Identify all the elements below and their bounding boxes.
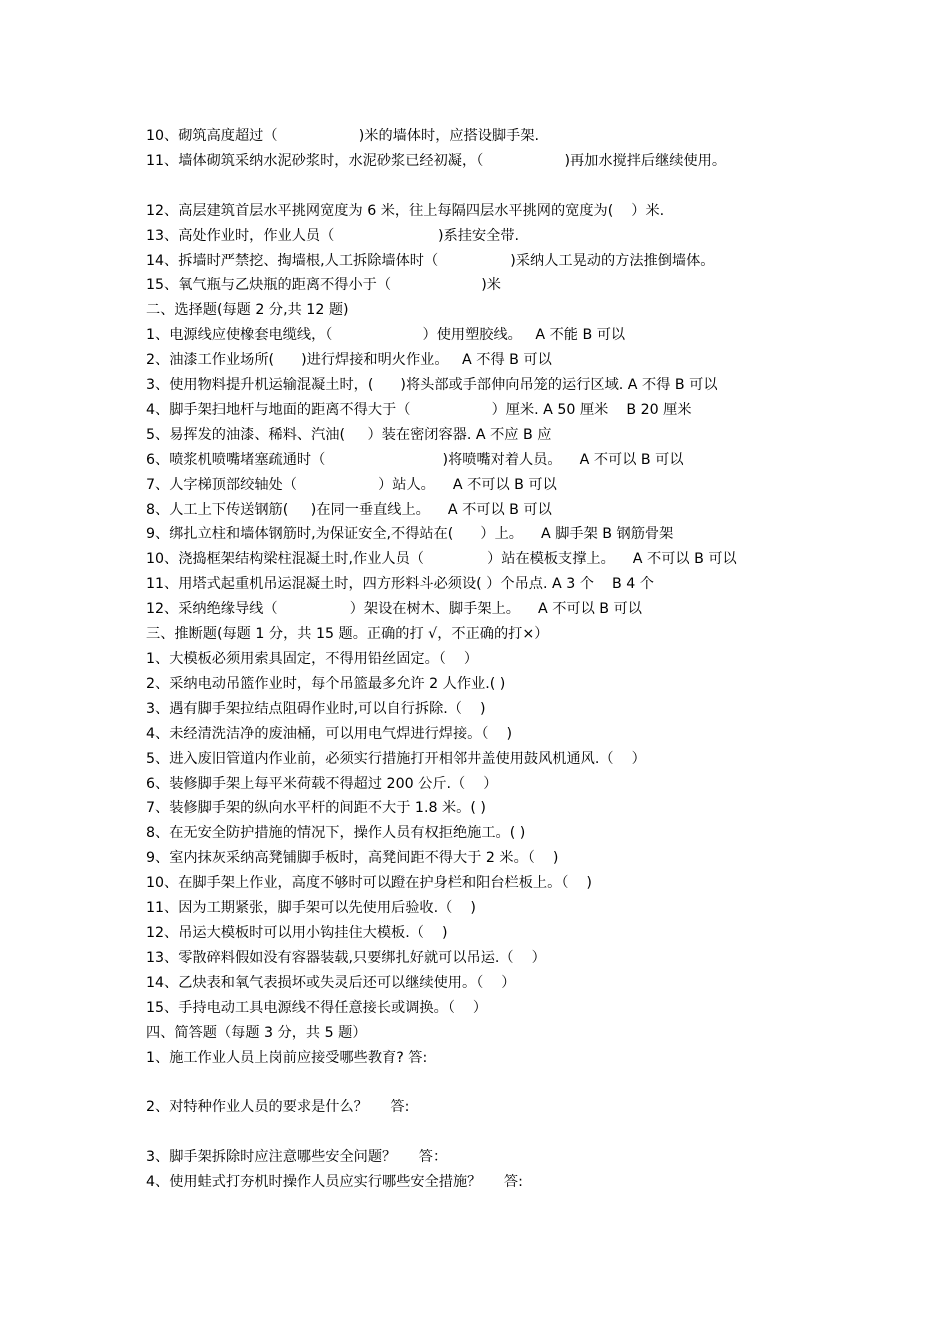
choice-question: 1、电源线应使橡套电缆线，（ ）使用塑胶线。 A 不能 B 可以 (146, 327, 626, 344)
choice-section (146, 298, 826, 622)
fill-in-question: 10、砌筑高度超过（ )米的墙体时，应搭设脚手架. (146, 128, 540, 144)
judge-question: 10、在脚手架上作业，高度不够时可以蹬在护身栏和阳台栏板上。（ ) (146, 875, 592, 892)
choice-question: 7、人字梯顶部绞轴处（ ）站人。 A 不可以 B 可以 (146, 476, 557, 493)
fill-in-question: 15、氧气瓶与乙炔瓶的距离不得小于（ )米 (146, 277, 501, 294)
judge-question: 9、室内抹灰采纳高凳铺脚手板时，高凳间距不得大于 2 米。（ ) (146, 850, 559, 867)
judge-question: 5、进入废旧管道内作业前，必须实行措施打开相邻井盖使用鼓风机通风.（ ） (146, 750, 646, 767)
choice-question: 3、使用物料提升机运输混凝土时，( )将头部或手部伸向吊笼的运行区域. A 不得 B 可以 (146, 377, 718, 394)
judge-question: 14、乙炔表和氧气表损坏或失灵后还可以继续使用。（ ） (146, 974, 516, 991)
choice-question: 2、油漆工作业场所( )进行焊接和明火作业。 A 不得 B 可以 (146, 352, 552, 369)
judge-question: 4、未经清洗洁净的废油桶，可以用电气焊进行焊接。（ ) (146, 725, 513, 742)
judge-question: 7、装修脚手架的纵向水平杆的间距不大于 1.8 米。( ) (146, 800, 486, 817)
judge-question: 3、遇有脚手架拉结点阻碍作业时,可以自行拆除.（ ) (146, 700, 486, 717)
judge-question: 11、因为工期紧张，脚手架可以先使用后验收.（ ) (146, 900, 476, 917)
choice-question: 6、喷浆机喷嘴堵塞疏通时（ )将喷嘴对着人员。 A 不可以 B 可以 (146, 451, 684, 468)
section-heading: 三、推断题(每题 1 分，共 15 题。正确的打 √，不正确的打×） (146, 626, 549, 643)
judge-question: 6、装修脚手架上每平米荷载不得超过 200 公斤.（ ） (146, 775, 498, 792)
short-answer-question: 3、脚手架拆除时应注意哪些安全问题？ 答： (146, 1149, 448, 1166)
judge-question: 8、在无安全防护措施的情况下，操作人员有权拒绝施工。( ) (146, 825, 526, 842)
fill-in-question: 14、拆墙时严禁挖、掏墙根,人工拆除墙体时（ )采纳人工晃动的方法推倒墙体。 (146, 252, 715, 269)
choice-question: 11、用塔式起重机吊运混凝土时，四方形料斗必须设( ）个吊点. A 3 个 B 4 个 (146, 576, 654, 593)
blank-line (146, 174, 826, 199)
judge-question: 13、零散碎料假如没有容器装载,只要绑扎好就可以吊运.（ ） (146, 949, 546, 966)
short-answer-question: 2、对特种作业人员的要求是什么？ 答: (146, 1099, 410, 1116)
choice-question: 12、采纳绝缘导线（ ）架设在树木、脚手架上。 A 不可以 B 可以 (146, 601, 642, 618)
judge-section (146, 622, 826, 1021)
blank-line (146, 1070, 826, 1095)
judge-question: 12、吊运大模板时可以用小钩挂住大模板.（ ) (146, 924, 448, 941)
fill-in-question: 11、墙体砌筑采纳水泥砂浆时，水泥砂浆已经初凝，（ )再加水搅拌后继续使用。 (146, 152, 727, 169)
judge-question: 2、采纳电动吊篮作业时，每个吊篮最多允许 2 人作业.( ) (146, 675, 506, 692)
judge-question: 1、大模板必须用索具固定，不得用铅丝固定。（ ） (146, 651, 479, 668)
choice-question: 9、绑扎立柱和墙体钢筋时,为保证安全,不得站在( ）上。 A 脚手架 B 钢筋骨架 (146, 526, 674, 543)
choice-question: 10、浇捣框架结构梁柱混凝土时,作业人员（ ）站在模板支撑上。 A 不可以 B 可以 (146, 551, 737, 568)
choice-question: 4、脚手架扫地杆与地面的距离不得大于（ ）厘米. A 50 厘米 B 20 厘米 (146, 401, 692, 418)
fill-in-question: 12、高层建筑首层水平挑网宽度为 6 米，往上每隔四层水平挑网的宽度为( ）米. (146, 202, 665, 219)
fill-in-question: 13、高处作业时，作业人员（ )系挂安全带. (146, 227, 520, 244)
short-answer-question: 4、使用蛙式打夯机时操作人员应实行哪些安全措施？ 答: (146, 1174, 523, 1191)
section-heading: 四、简答题（每题 3 分，共 5 题） (146, 1024, 367, 1041)
exam-content (146, 124, 826, 1195)
choice-question: 8、人工上下传送钢筋( )在同一垂直线上。 A 不可以 B 可以 (146, 501, 552, 518)
section-heading: 二、选择题(每题 2 分,共 12 题) (146, 302, 349, 319)
judge-question: 15、手持电动工具电源线不得任意接长或调换。（ ） (146, 999, 488, 1016)
short-answer-question: 1、施工作业人员上岗前应接受哪些教育? 答: (146, 1049, 428, 1066)
fill-in-section (146, 124, 826, 298)
short-answer-section (146, 1021, 826, 1195)
blank-line (146, 1120, 826, 1145)
choice-question: 5、易挥发的油漆、稀料、汽油( ）装在密闭容器. A 不应 B 应 (146, 426, 552, 443)
